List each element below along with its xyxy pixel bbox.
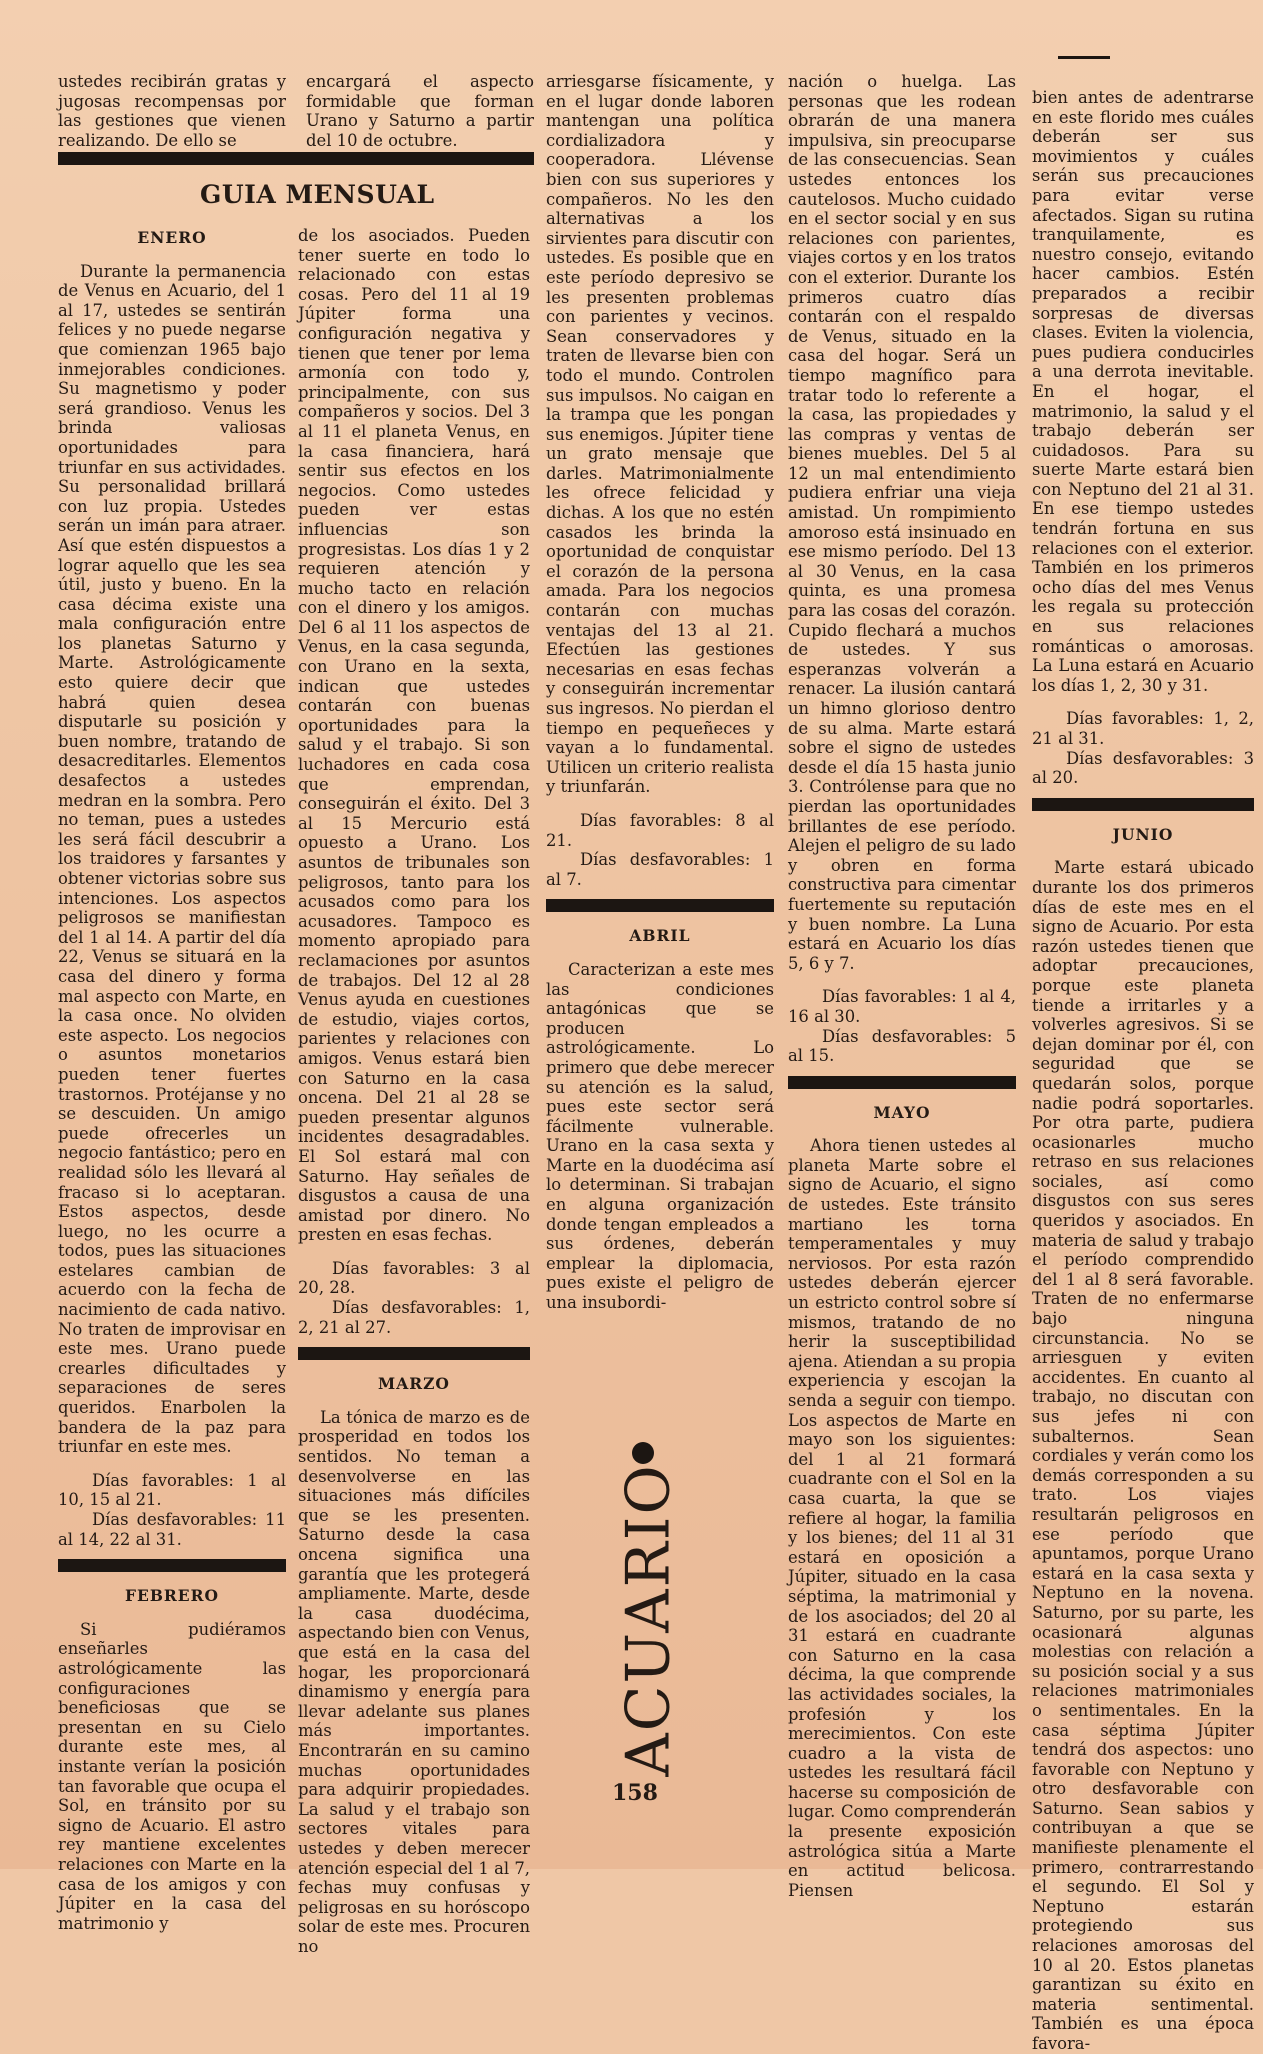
- enero-days: [58, 1471, 286, 1549]
- abril-continued: nación o huelga. Las personas que les rodean obrarán de una manera impulsiva, sin preocuparse de las consecuencias. Sean ustedes entonces los cautelosos. Mucho cuidado en el sector social y en sus relaciones con parientes, viajes cortos y en los tratos con el exterior. Durante los primeros cuatro días contarán con el respaldo de Venus, situado en la casa del hogar. Será un tiempo magnífico para tratar todo lo referente a la casa, las propiedades y las compras y ventas de bienes muebles. Del 5 al 12 un mal entendimiento pudiera enfriar una vieja amistad. Un rompimiento amoroso está insinuado en ese mismo período. Del 13 al 30 Venus, en la casa quinta, es una promesa para las cosas del corazón. Cupido flechará a muchos de ustedes. Y sus esperanzas volverán a renacer. La ilusión cantará un himno glorioso dentro de su alma. Marte estará sobre el signo de ustedes desde el día 15 hasta junio 3. Contrólense para que no pierdan las oportunidades brillantes de ese período. Alejen el peligro de su lado y obren en forma constructiva para cimentar fuertemente su reputación y buen nombre. La Luna estará en Acuario los días 5, 6 y 7.: [788, 72, 1016, 973]
- column-2-body: [298, 226, 530, 1956]
- marzo-days: [546, 811, 774, 889]
- column-1-body: [58, 222, 286, 1933]
- header-rule: [58, 152, 534, 165]
- guide-title: GUIA MENSUAL: [200, 180, 435, 209]
- mayo-favorable: Días favorables: 1, 2, 21 al 31.: [1032, 709, 1254, 748]
- enero-body: Durante la permanencia de Venus en Acuario, del 1 al 17, ustedes se sentirán felices y no puede negarse que comienzan 1965 bajo inmejorables condiciones. Su magnetismo y poder será grandioso. Venus les brinda valiosas oportunidades para triunfar en sus actividades. Su personalidad brillará con luz propia. Ustedes serán un imán para atraer. Así que estén dispuestos a lograr aquello que les sea útil, justo y bueno. En la casa décima existe una mala configuración entre los planetas Saturno y Marte. Astrológicamente esto quiere decir que habrá quien desea disputarle su posición y buen nombre, tratando de desacreditarles. Elementos desafectos a ustedes medran en la sombra. Pero no teman, pues a ustedes les será fácil descubrir a los traidores y farsantes y obtener victorias sobre sus intenciones. Los aspectos peligrosos se manifiestan del 1 al 14. A partir del día 22, Venus se situará en la casa del dinero y forma mal aspecto con Marte, en la casa once. No olviden este aspecto. Los negocios o asuntos monetarios pueden tener fuertes trastornos. Protéjanse y no se descuiden. Un amigo puede ofrecerles un negocio fantástico; pero en realidad sólo les llevará al fracaso si lo aceptaran. Estos aspectos, desde luego, no les ocurre a todos, pues las situaciones estelares cambian de acuerdo con la fecha de nacimiento de cada nativo. No traten de improvisar en este mes. Urano puede crearles dificultades y separaciones de seres queridos. Enarbolen la bandera de la paz para triunfar en este mes.: [58, 261, 286, 1457]
- col2-intro: encargará el aspecto formidable que forman Urano y Saturno a partir del 10 de octubre.: [306, 72, 534, 150]
- corner-rule: [1058, 56, 1110, 59]
- febrero-days: [298, 1259, 530, 1337]
- section-rule: [1032, 798, 1254, 811]
- month-title-marzo: MARZO: [378, 1374, 450, 1394]
- abril-body: Caracterizan a este mes las condiciones antagónicas que se producen astrológicamente. Lo primero que debe merecer su atención es la salud, pues este sector será fácilmente vulnerable. Urano en la casa sexta y Marte en la duodécima así lo determinan. Si trabajan en alguna organización donde tengan empleados a sus órdenes, deberán emplear la diplomacia, pues existe el peligro de una insubordi-: [546, 959, 774, 1313]
- section-rule: [298, 1347, 530, 1360]
- column-2-top: [306, 72, 534, 150]
- mayo-unfavorable: Días desfavorables: 3 al 20.: [1032, 748, 1254, 788]
- sign-title-text: ACUARIO: [614, 1463, 685, 1777]
- page-number: 158: [612, 1780, 658, 1806]
- abril-unfavorable: Días desfavorables: 5 al 15.: [788, 1026, 1016, 1066]
- abril-favorable: Días favorables: 1 al 4, 16 al 30.: [788, 987, 1016, 1026]
- marzo-body: La tónica de marzo es de prosperidad en todos los sentidos. No teman a desenvolverse en las situaciones más difíciles que se les presenten. Saturno desde la casa oncena significa una garantía que les protegerá ampliamente. Marte, desde la casa duodécima, aspectando bien con Venus, que está en la casa del hogar, les proporcionará dinamismo y energía para llevar adelante sus planes más importantes. Encontrarán en su camino muchas oportunidades para adquirir propiedades. La salud y el trabajo son sectores vitales para ustedes y deben merecer atención especial del 1 al 7, fechas muy confusas y peligrosas en su horóscopo solar de este mes. Procuren no: [298, 1407, 530, 1956]
- junio-body: Marte estará ubicado durante los dos primeros días de este mes en el signo de Acuario. Por esta razón ustedes tienen que adoptar precauciones, porque este planeta tiende a irritarles y a volverles agresivos. Si se dejan dominar por él, con seguridad que se quedarán solos, porque nadie podrá soportarles. Por otra parte, pudiera ocasionarles mucho retraso en sus relaciones sociales, así como disgustos con sus seres queridos y asociados. En materia de salud y trabajo el período comprendido del 1 al 8 será favorable. Traten de no enfermarse bajo ninguna circunstancia. No se arriesguen y eviten accidentes. En cuanto al trabajo, no discutan con sus jefes ni con subalternos. Sean cordiales y verán como los demás corresponden a su trato. Los viajes resultarán peligrosos en ese período que apuntamos, porque Urano estará en la casa sexta y Neptuno en la novena. Saturno, por su parte, les ocasionará algunas molestias con relación a su posición social y a sus relaciones matrimoniales o sentimentales. En la casa séptima Júpiter tendrá dos aspectos: uno favorable con Neptuno y otro desfavorable con Saturno. Sean sabios y contribuyan a que se manifieste plenamente el primero, contrarrestando el segundo. El Sol y Neptuno estarán protegiendo sus relaciones amorosas del 10 al 20. Estos planetas garantizan su éxito en materia sentimental. También es una época favora-: [1032, 858, 1254, 2053]
- month-title-febrero: FEBRERO: [125, 1586, 219, 1606]
- section-rule: [58, 1559, 286, 1572]
- enero-favorable: Días favorables: 1 al 10, 15 al 21.: [58, 1470, 286, 1510]
- column-5: [1032, 88, 1254, 2054]
- month-title-enero: ENERO: [137, 228, 207, 247]
- column-4: [788, 72, 1016, 1900]
- enero-unfavorable: Días desfavorables: 11 al 14, 22 al 31.: [58, 1510, 286, 1549]
- mayo-continued: bien antes de adentrarse en este florido mes cuáles deberán ser sus movimientos y cuáles serán sus precauciones para evitar verse afectados. Sigan su rutina tranquilamente, es nuestro consejo, evitando hacer cambios. Estén preparados a recibir sorpresas de diversas clases. Eviten la violencia, pues pudiera conducirles a una derrota inevitable. En el hogar, el matrimonio, la salud y el trabajo deberán ser cuidadosos. Para su suerte Marte estará bien con Neptuno del 21 al 31. En ese tiempo ustedes tendrán fortuna en sus relaciones con el exterior. También en los primeros ocho días del mes Venus les regala su protección en sus relaciones románticas o amorosas. La Luna estará en Acuario los días 1, 2, 30 y 31.: [1032, 88, 1254, 695]
- marzo-unfavorable: Días desfavorables: 1 al 7.: [546, 850, 774, 889]
- column-3: [546, 72, 774, 1313]
- marzo-favorable: Días favorables: 8 al 21.: [546, 810, 774, 850]
- sign-title: [614, 1440, 684, 1800]
- febrero-favorable: Días favorables: 3 al 20, 28.: [298, 1258, 530, 1298]
- febrero-body: Si pudiéramos enseñarles astrológicamente las configuraciones beneficiosas que se presentan en su Cielo durante este mes, al instante verían la posición tan favorable que ocupa el Sol, en tránsito por su signo de Acuario. El astro rey mantiene excelentes relaciones con Marte en la casa de los amigos y con Júpiter en la casa del matrimonio y: [58, 1619, 286, 1933]
- febrero-unfavorable: Días desfavorables: 1, 2, 21 al 27.: [298, 1298, 530, 1337]
- abril-days: [788, 987, 1016, 1065]
- marzo-continued: arriesgarse físicamente, y en el lugar donde laboren mantengan una política cordializadora y cooperadora. Llévense bien con sus superiores y compañeros. No les den alternativas a los sirvientes para discutir con ustedes. Es posible que en este período depresivo se les presenten problemas con parientes y vecinos. Sean conservadores y traten de llevarse bien con todo el mundo. Controlen sus impulsos. No caigan en la trampa que les pongan sus enemigos. Júpiter tiene un grato mensaje que darles. Matrimonialmente les ofrece felicidad y dichas. A los que no estén casados les brinda la oportunidad de conquistar el corazón de la persona amada. Para los negocios contarán con muchas ventajas del 13 al 21. Efectúen las gestiones necesarias en esas fechas y conseguirán incrementar sus ingresos. No pierdan el tiempo en pequeñeces y vayan a lo fundamental. Utilicen un criterio realista y triunfarán.: [546, 72, 774, 797]
- section-rule: [546, 899, 774, 912]
- mayo-body: Ahora tienen ustedes al planeta Marte sobre el signo de Acuario, el signo de ustedes. Este tránsito martiano les torna temperamentales y muy nerviosos. Por esta razón ustedes deberán ejercer un estricto control sobre sí mismos, tratando de no herir la susceptibilidad ajena. Atiendan a su propia experiencia y escojan la senda a seguir con tiempo. Los aspectos de Marte en mayo son los siguientes: del 1 al 21 formará cuadrante con el Sol en la casa cuarta, la que se refiere al hogar, la familia y los bienes; del 11 al 31 estará en oposición a Júpiter, situado en la casa séptima, la matrimonial y de los asociados; del 20 al 31 estará en cuadrante con Saturno en la casa décima, la que comprende las actividades sociales, la profesión y los merecimientos. Con este cuadro a la vista de ustedes les resultará fácil hacerse su composición de lugar. Como comprenderán la presente exposición astrológica sitúa a Marte en actitud belicosa. Piensen: [788, 1136, 1016, 1900]
- mayo-days: [1032, 709, 1254, 787]
- section-rule: [788, 1076, 1016, 1089]
- column-1: [58, 72, 286, 150]
- month-title-mayo: MAYO: [873, 1102, 931, 1122]
- month-title-abril: ABRIL: [629, 926, 691, 946]
- febrero-continued: de los asociados. Pueden tener suerte en todo lo relacionado con estas cosas. Pero del 11 al 19 Júpiter forma una configuración negativa y tienen que tener por lema armonía con todo y, principalmente, con sus compañeros y socios. Del 3 al 11 el planeta Venus, en la casa financiera, hará sentir sus efectos en los negocios. Como ustedes pueden ver estas influencias son progresistas. Los días 1 y 2 requieren atención y mucho tacto en relación con el dinero y los amigos. Del 6 al 11 los aspectos de Venus, en la casa segunda, con Urano en la sexta, indican que ustedes contarán con buenas oportunidades para la salud y el trabajo. Si son luchadores en cada cosa que emprendan, conseguirán el éxito. Del 3 al 15 Mercurio está opuesto a Urano. Los asuntos de tribunales son peligrosos, tanto para los acusados como para los acusadores. Tampoco es momento apropiado para reclamaciones por asuntos de trabajos. Del 12 al 28 Venus ayuda en cuestiones de estudio, viajes cortos, parientes y relaciones con amigos. Venus estará bien con Saturno en la casa oncena. Del 21 al 28 se pueden presentar algunos incidentes desagradables. El Sol estará mal con Saturno. Hay señales de disgustos a causa de una amistad por dinero. No presten en esas fechas.: [298, 226, 530, 1245]
- month-title-junio: JUNIO: [1112, 824, 1174, 844]
- col1-intro: ustedes recibirán gratas y jugosas recompensas por las gestiones que vienen realizando. De ello se: [58, 72, 286, 150]
